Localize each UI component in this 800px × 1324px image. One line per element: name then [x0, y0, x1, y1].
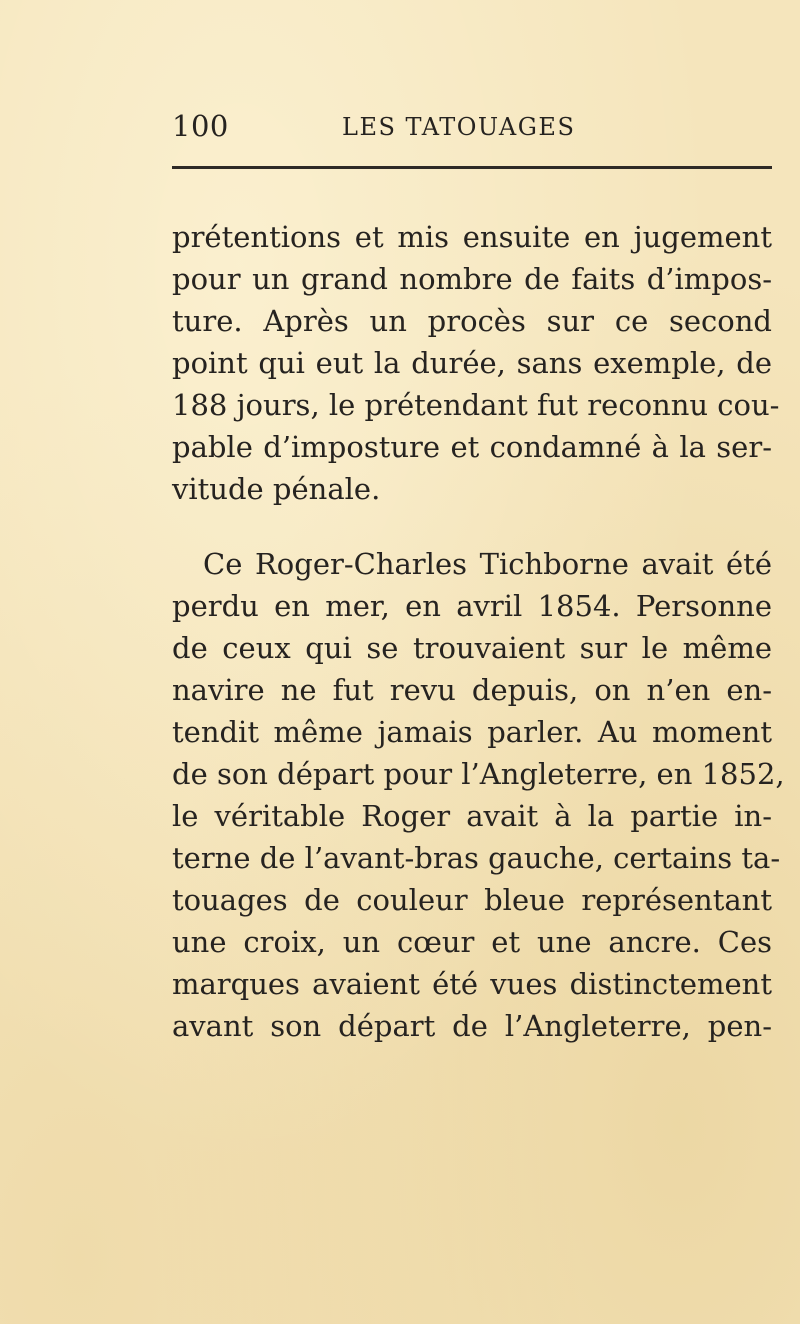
- text-line: marques avaient été vues distinctement: [172, 967, 772, 1001]
- page-header: [172, 106, 772, 146]
- text-line: le véritable Roger avait à la partie in-: [172, 799, 772, 833]
- text-line: tendit même jamais parler. Au moment: [172, 715, 772, 749]
- header-rule: [172, 166, 772, 169]
- text-line: pable d’imposture et condamné à la ser-: [172, 430, 772, 464]
- text-line: de ceux qui se trouvaient sur le même: [172, 631, 772, 665]
- text-line: ture. Après un procès sur ce second: [172, 304, 772, 338]
- text-line: perdu en mer, en avril 1854. Personne: [172, 589, 772, 623]
- running-title: LES TATOUAGES: [342, 113, 576, 141]
- text-line: point qui eut la durée, sans exemple, de: [172, 346, 772, 380]
- page-number: 100: [172, 109, 229, 143]
- text-line: Ce Roger-Charles Tichborne avait été: [203, 547, 772, 581]
- text-line: navire ne fut revu depuis, on n’en en-: [172, 673, 772, 707]
- text-line: avant son départ de l’Angleterre, pen-: [172, 1009, 772, 1043]
- body-text: [172, 216, 785, 1047]
- text-line: pour un grand nombre de faits d’impos-: [172, 262, 772, 296]
- text-line: 188 jours, le prétendant fut reconnu cou-: [172, 388, 780, 422]
- text-line: une croix, un cœur et une ancre. Ces: [172, 925, 772, 959]
- text-line: de son départ pour l’Angleterre, en 1852,: [172, 757, 785, 791]
- text-line: terne de l’avant-bras gauche, certains ta-: [172, 841, 781, 875]
- paragraph-1: [172, 216, 780, 510]
- text-line: prétentions et mis ensuite en jugement: [172, 220, 772, 254]
- text-line: vitude pénale.: [172, 472, 381, 506]
- text-line: touages de couleur bleue représentant: [172, 883, 772, 917]
- paragraph-2: [172, 543, 785, 1047]
